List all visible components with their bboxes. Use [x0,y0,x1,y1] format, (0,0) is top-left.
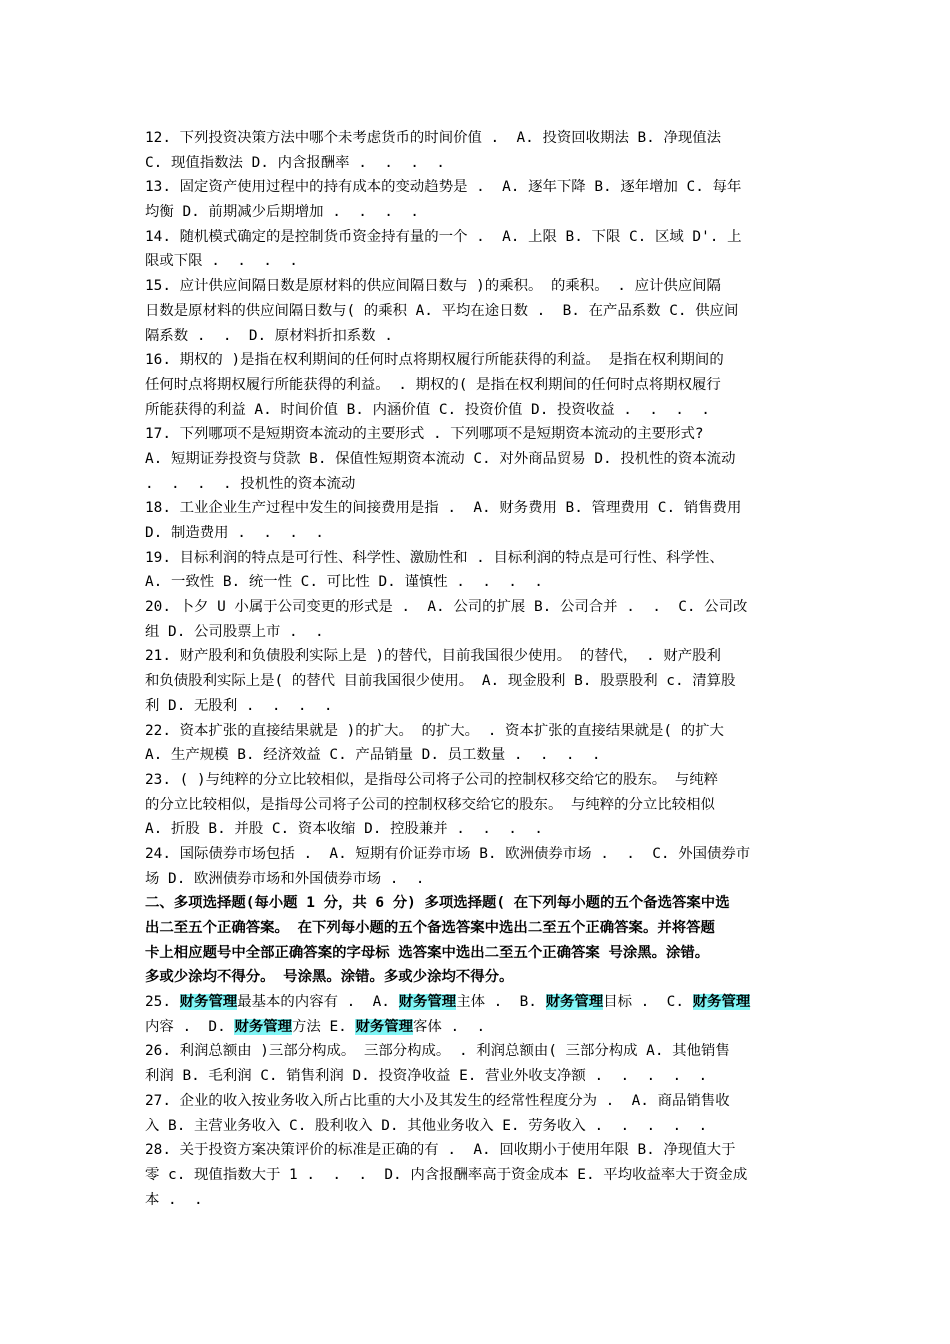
text-line: 本 . . [145,1191,203,1208]
highlighted-term: 财务管理 [234,1018,293,1035]
text-line: . . . . 投机性的资本流动 [145,475,356,492]
text-segment: 目标 . C. [603,994,693,1011]
text-segment: 25. [145,994,180,1011]
text-line: 任何时点将期权履行所能获得的利益。 . 期权的( 是指在权利期间的任何时点将期权履行 [145,376,721,393]
text-line [145,990,810,1015]
highlighted-term: 财务管理 [692,994,751,1011]
highlighted-term: 财务管理 [545,994,604,1011]
text-line: 24. 国际债券市场包括 . A. 短期有价证券市场 B. 欧洲债券市场 . . C. 外国债券市 [145,845,751,862]
text-line: 场 D. 欧洲债券市场和外国债券市场 . . [145,870,425,887]
text-segment: 内容 . D. [145,1018,235,1035]
text-line: 多或少涂均不得分。 号涂黑。涂错。多或少涂均不得分。 [145,969,514,986]
text-line: 出二至五个正确答案。 在下列每小题的五个备选答案中选出二至五个正确答案。并将答题 [145,920,715,936]
text-line: C. 现值指数法 D. 内含报酬率 . . . . [145,154,445,171]
text-line: 组 D. 公司股票上市 . . [145,623,324,640]
text-line: 20. 卜夕 U 小属于公司变更的形式是 . A. 公司的扩展 B. 公司合并 . . C. 公司改 [145,599,748,616]
text-line: D. 制造费用 . . . . [145,525,324,541]
text-line: A. 折股 B. 并股 C. 资本收缩 D. 控股兼并 . . . . [145,821,543,838]
text-line: 16. 期权的 )是指在权利期间的任何时点将期权履行所能获得的利益。 是指在权利期间的 [145,352,724,369]
text-line: 隔系数 . . D. 原材料折扣系数 . [145,327,393,344]
text-line [145,1015,810,1040]
text-line: 12. 下列投资决策方法中哪个未考虑货币的时间价值 . A. 投资回收期法 B. 净现值法 [145,130,722,146]
text-line: 二、多项选择题(每小题 1 分，共 6 分) 多项选择题( 在下列每小题的五个备选答案中选 [145,895,730,912]
text-line: 利润 B. 毛利润 C. 销售利润 D. 投资净收益 E. 营业外收支净额 . . . . . [145,1068,708,1085]
text-line: 利 D. 无股利 . . . . [145,697,333,714]
text-line: 的分立比较相似，是指母公司将子公司的控制权移交给它的股东。 与纯粹的分立比较相似 [145,796,715,813]
highlighted-term: 财务管理 [355,1018,414,1035]
text-line: 所能获得的利益 A. 时间价值 B. 内涵价值 C. 投资价值 D. 投资收益 . . . . [145,401,710,418]
text-line: 23. ( )与纯粹的分立比较相似，是指母公司将子公司的控制权移交给它的股东。 与纯粹 [145,771,718,788]
text-line: A. 一致性 B. 统一性 C. 可比性 D. 谨慎性 . . . . [145,574,543,591]
text-segment: 客体 . . [413,1018,486,1035]
text-line: 18. 工业企业生产过程中发生的间接费用是指 . A. 财务费用 B. 管理费用 C. 销售费用 [145,500,742,517]
text-line: 限或下限 . . . . [145,253,298,270]
text-segment: 方法 E. [292,1018,356,1035]
text-segment: 最基本的内容有 . A. [237,994,399,1011]
document-page [145,126,810,1212]
text-line: A. 短期证券投资与贷款 B. 保值性短期资本流动 C. 对外商品贸易 D. 投机性的资本流动 [145,450,736,467]
text-line: 26. 利润总额由 )三部分构成。 三部分构成。 . 利润总额由( 三部分构成 A. 其他销售 [145,1043,730,1060]
text-segment: 主体 . B. [456,994,546,1011]
text-line: 和负债股利实际上是( 的替代 目前我国很少使用。 A. 现金股利 B. 股票股利 c. 清算股 [145,673,736,690]
text-line: 入 B. 主营业务收入 C. 股利收入 D. 其他业务收入 E. 劳务收入 . . . . . [145,1117,708,1134]
text-line: A. 生产规模 B. 经济效益 C. 产品销量 D. 员工数量 . . . . [145,747,601,764]
text-line: 21. 财产股利和负债股利实际上是 )的替代，目前我国很少使用。 的替代， . 财产股利 [145,648,721,665]
text-line: 15. 应计供应间隔日数是原材料的供应间隔日数与 )的乘积。 的乘积。 . 应计供应间隔 [145,278,721,295]
text-line: 22. 资本扩张的直接结果就是 )的扩大。 的扩大。 . 资本扩张的直接结果就是( 的扩大 [145,722,724,739]
text-line: 13. 固定资产使用过程中的持有成本的变动趋势是 . A. 逐年下降 B. 逐年增加 C. 每年 [145,179,742,196]
text-line: 17. 下列哪项不是短期资本流动的主要形式 . 下列哪项不是短期资本流动的主要形式? [145,426,704,443]
text-line: 零 c. 现值指数大于 1 . . . D. 内含报酬率高于资金成本 E. 平均收益率大于资金成 [145,1166,748,1183]
text-line: 19. 目标利润的特点是可行性、科学性、激励性和 . 目标利润的特点是可行性、科学性、 [145,549,724,566]
text-line: 27. 企业的收入按业务收入所占比重的大小及其发生的经常性程度分为 . A. 商品销售收 [145,1092,730,1109]
text-line: 日数是原材料的供应间隔日数与( 的乘积 A. 平均在途日数 . B. 在产品系数 C. 供应间 [145,302,739,319]
text-line: 卡上相应题号中全部正确答案的字母标 选答案中选出二至五个正确答案 号涂黑。涂错。 [145,944,710,961]
text-line: 14. 随机模式确定的是控制货币资金持有量的一个 . A. 上限 B. 下限 C. 区域 D'. 上 [145,228,742,245]
highlighted-term: 财务管理 [179,994,238,1011]
text-line: 28. 关于投资方案决策评价的标准是正确的有 . A. 回收期小于使用年限 B. 净现值大于 [145,1142,736,1159]
highlighted-term: 财务管理 [398,994,457,1011]
text-line: 均衡 D. 前期减少后期增加 . . . . [145,204,419,221]
